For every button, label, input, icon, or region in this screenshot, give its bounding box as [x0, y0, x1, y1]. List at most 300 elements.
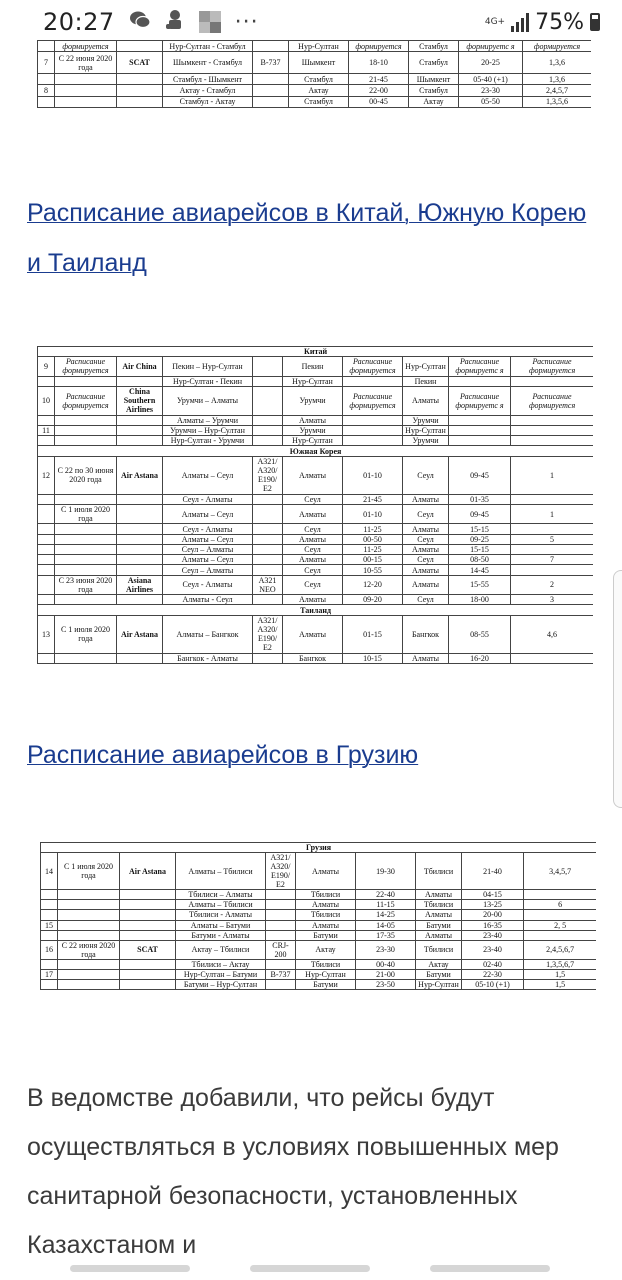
table-cell: 21-00	[356, 969, 416, 979]
table-cell: Расписание формируется	[343, 357, 403, 376]
table-cell: Air China	[117, 357, 163, 376]
table-cell	[38, 544, 55, 554]
table-row	[38, 73, 592, 84]
table-cell	[58, 979, 120, 989]
table-cell: Актау	[409, 96, 459, 107]
table-cell: Алматы	[403, 565, 449, 575]
table-cell: Пекин – Нур-Султан	[163, 357, 253, 376]
georgia-schedule-link[interactable]: Расписание авиарейсов в Грузию	[27, 741, 419, 769]
table-cell	[343, 436, 403, 446]
table-cell: 14-05	[356, 920, 416, 930]
table-cell: Тбилиси	[416, 853, 462, 890]
table-cell: 22-30	[462, 969, 524, 979]
table-cell	[117, 436, 163, 446]
table-row	[38, 52, 592, 74]
table-cell: Air Astana	[120, 853, 176, 890]
scroll-handle[interactable]	[613, 570, 622, 808]
table-cell	[41, 959, 58, 969]
table-cell: формируется	[523, 41, 592, 52]
table-cell: Тбилиси - Алматы	[176, 910, 266, 920]
table-cell	[120, 890, 176, 900]
table-row	[38, 85, 592, 96]
table-cell	[117, 524, 163, 534]
table-cell: Алматы – Сеул	[163, 555, 253, 565]
table-cell: Батуми – Нур-Султан	[176, 979, 266, 989]
table-cell	[253, 73, 289, 84]
signal-icon	[511, 12, 529, 32]
table-cell: Алматы	[283, 415, 343, 425]
nav-bar-left[interactable]	[70, 1265, 190, 1272]
table-cell	[120, 920, 176, 930]
table-cell	[253, 41, 289, 52]
table-cell: 21-45	[343, 494, 403, 504]
table-cell: 18-10	[349, 52, 409, 74]
nav-bar-center[interactable]	[250, 1265, 370, 1272]
table-cell: 16-35	[462, 920, 524, 930]
table-cell: 01-15	[343, 615, 403, 653]
table-cell	[41, 900, 58, 910]
table-cell	[253, 85, 289, 96]
table-cell	[58, 930, 120, 940]
table-cell: С 22 по 30 июня 2020 года	[55, 456, 117, 494]
table-cell: Нур-Султан	[283, 436, 343, 446]
status-time: 20:27	[43, 8, 115, 36]
table-cell: Алматы	[283, 534, 343, 544]
table-cell: 1,5	[524, 969, 597, 979]
table-cell: 23-40	[462, 940, 524, 959]
table-cell: Тбилиси	[296, 910, 356, 920]
table-cell: 2,4,5,7	[523, 85, 592, 96]
table-cell	[511, 376, 594, 386]
table-cell: 1	[511, 456, 594, 494]
table-cell	[253, 386, 283, 415]
table-cell: 2, 5	[524, 920, 597, 930]
table-cell: Нур-Султан	[403, 357, 449, 376]
table-cell: 19-30	[356, 853, 416, 890]
table-section-row	[41, 843, 597, 853]
table-cell	[524, 930, 597, 940]
article-paragraph: В ведомстве добавили, что рейсы будут осуществляться в условиях повышенных мер санитарной безопасности, установленных Казахстаном и	[27, 1084, 559, 1259]
table-cell: Сеул - Алматы	[163, 524, 253, 534]
table-cell: 21-40	[462, 853, 524, 890]
table-cell: 22-00	[349, 85, 409, 96]
table-cell: Нур-Султан - Пекин	[163, 376, 253, 386]
table-cell: 00-40	[356, 959, 416, 969]
table-cell: 16	[41, 940, 58, 959]
battery-percent: 75%	[535, 9, 584, 35]
table-cell	[117, 376, 163, 386]
table-cell: Тбилиси – Актау	[176, 959, 266, 969]
table-row	[38, 456, 594, 494]
table-cell: 20-00	[462, 910, 524, 920]
table-cell: Алматы	[283, 615, 343, 653]
table-cell: С 23 июня 2020 года	[55, 575, 117, 594]
table-cell: формируется	[349, 41, 409, 52]
table-section-row	[38, 605, 594, 615]
table-cell: 21-45	[349, 73, 409, 84]
table-cell: 23-40	[462, 930, 524, 940]
table-cell: Алматы	[403, 524, 449, 534]
table-cell	[55, 73, 117, 84]
table-section-title: Китай	[38, 347, 594, 357]
table-cell: 1,3,6	[523, 52, 592, 74]
table-cell: 02-40	[462, 959, 524, 969]
table-cell: Расписание формируется	[343, 386, 403, 415]
table-row	[41, 853, 597, 890]
table-cell: Урумчи – Алматы	[163, 386, 253, 415]
table-cell: Нур-Султан - Урумчи	[163, 436, 253, 446]
table-cell: 10	[38, 386, 55, 415]
table-cell: 8	[38, 85, 55, 96]
table-cell: Asiana Airlines	[117, 575, 163, 594]
table-cell	[117, 425, 163, 435]
table-cell: Актау - Стамбул	[163, 85, 253, 96]
table-cell: 00-50	[343, 534, 403, 544]
table-cell: Нур-Султан	[289, 41, 349, 52]
table-cell: Сеул – Алматы	[163, 544, 253, 554]
table-cell: Нур-Султан	[296, 969, 356, 979]
table-cell: Алматы	[296, 853, 356, 890]
network-type: 4G+	[484, 16, 506, 27]
table-row	[38, 653, 594, 663]
table-cell: Алматы	[403, 575, 449, 594]
table-cell: Сеул	[283, 494, 343, 504]
table-cell: Стамбул	[289, 96, 349, 107]
table-cell	[120, 900, 176, 910]
table-cell: Урумчи – Нур-Султан	[163, 425, 253, 435]
table-cell: Сеул	[283, 575, 343, 594]
table-cell	[117, 41, 163, 52]
table-cell	[38, 376, 55, 386]
table-cell	[253, 544, 283, 554]
table-cell: 15-15	[449, 524, 511, 534]
table-cell	[41, 890, 58, 900]
table-cell: С 1 июля 2020 года	[58, 853, 120, 890]
table-cell: 08-55	[449, 615, 511, 653]
table-cell	[266, 890, 296, 900]
table-cell: 05-10 (+1)	[462, 979, 524, 989]
table-cell: 09-45	[449, 504, 511, 523]
table-cell: Алматы	[283, 504, 343, 523]
table-cell: 14-25	[356, 910, 416, 920]
table-cell: формируется	[55, 41, 117, 52]
table-cell	[58, 900, 120, 910]
table-cell: Сеул	[283, 544, 343, 554]
table-cell: Air Astana	[117, 615, 163, 653]
table-cell	[253, 415, 283, 425]
table-cell: 13	[38, 615, 55, 653]
table-cell	[253, 96, 289, 107]
table-cell	[38, 41, 55, 52]
table-cell: Батуми	[416, 969, 462, 979]
table-cell: С 1 июля 2020 года	[55, 504, 117, 523]
table-cell: 22-40	[356, 890, 416, 900]
table-cell: Шымкент	[289, 52, 349, 74]
table-cell	[120, 969, 176, 979]
table-cell: 3,4,5,7	[524, 853, 597, 890]
table-cell: Нур-Султан	[416, 979, 462, 989]
table-cell	[38, 653, 55, 663]
table-cell	[524, 890, 597, 900]
table-cell: B-737	[266, 969, 296, 979]
table-cell: 7	[38, 52, 55, 74]
table-cell	[511, 436, 594, 446]
table-cell	[58, 910, 120, 920]
table-row	[41, 900, 597, 910]
table-cell	[117, 504, 163, 523]
table-cell: Алматы	[403, 653, 449, 663]
table-section-row	[38, 347, 594, 357]
table-cell	[117, 565, 163, 575]
table-cell: Алматы	[403, 544, 449, 554]
table-row	[41, 940, 597, 959]
table-cell: Расписание формируетс я	[449, 386, 511, 415]
table-cell	[511, 524, 594, 534]
table-section-title: Южная Корея	[38, 446, 594, 456]
table-cell: Сеул	[403, 534, 449, 544]
table-cell	[55, 534, 117, 544]
table-cell	[41, 910, 58, 920]
table-cell: Алматы	[283, 456, 343, 494]
table-cell: 05-50	[459, 96, 523, 107]
table-cell	[38, 504, 55, 523]
table-cell: SCAT	[120, 940, 176, 959]
table-cell: 13-25	[462, 900, 524, 910]
table-cell: С 1 июля 2020 года	[55, 615, 117, 653]
table-cell	[511, 494, 594, 504]
table-cell: Стамбул - Шымкент	[163, 73, 253, 84]
table-cell	[55, 595, 117, 605]
table-cell	[117, 73, 163, 84]
table-cell: Сеул	[403, 595, 449, 605]
table-cell: Сеул	[403, 504, 449, 523]
android-icon	[165, 9, 185, 36]
table-cell: Расписание формируется	[511, 357, 594, 376]
table-section-title: Грузия	[41, 843, 597, 853]
table-cell	[266, 979, 296, 989]
table-cell: 2	[511, 575, 594, 594]
table-cell: Сеул	[283, 524, 343, 534]
table-cell: Сеул - Алматы	[163, 575, 253, 594]
table-cell: Урумчи	[403, 436, 449, 446]
table-cell	[266, 959, 296, 969]
table-cell	[117, 534, 163, 544]
table-cell	[253, 504, 283, 523]
status-bar	[0, 0, 622, 44]
table-cell: Сеул - Алматы	[163, 494, 253, 504]
table-row	[38, 555, 594, 565]
table-cell	[55, 565, 117, 575]
table-cell: Сеул	[403, 456, 449, 494]
table-cell	[253, 436, 283, 446]
table-cell	[120, 930, 176, 940]
table-row	[38, 96, 592, 107]
table-cell: Алматы	[296, 920, 356, 930]
table-cell: 09-25	[449, 534, 511, 544]
table-cell: Сеул	[403, 555, 449, 565]
table-cell	[55, 544, 117, 554]
table-cell: 14	[41, 853, 58, 890]
table-cell	[38, 73, 55, 84]
more-dots-icon: ···	[234, 9, 259, 35]
table-cell	[343, 376, 403, 386]
table-cell: 18-00	[449, 595, 511, 605]
table-cell: 4,6	[511, 615, 594, 653]
table-cell	[120, 979, 176, 989]
table-cell: Расписание формируетс я	[449, 357, 511, 376]
table-cell: Алматы	[416, 890, 462, 900]
table-cell: 20-25	[459, 52, 523, 74]
table-cell: Батуми	[296, 930, 356, 940]
table-row	[38, 386, 594, 415]
table-cell: Алматы – Тбилиси	[176, 853, 266, 890]
table-cell	[117, 85, 163, 96]
table-row	[38, 415, 594, 425]
table-cell	[55, 436, 117, 446]
table-cell: Батуми	[416, 920, 462, 930]
table-cell: Алматы – Урумчи	[163, 415, 253, 425]
table-cell	[253, 376, 283, 386]
table-row	[41, 930, 597, 940]
table-cell: 12-20	[343, 575, 403, 594]
table-cell: 04-15	[462, 890, 524, 900]
nav-bar-right[interactable]	[430, 1265, 550, 1272]
table-cell	[38, 524, 55, 534]
table-row	[38, 436, 594, 446]
table-cell	[266, 930, 296, 940]
table-cell	[117, 653, 163, 663]
table-cell: Батуми - Алматы	[176, 930, 266, 940]
table-cell: формируетс я	[459, 41, 523, 52]
table-cell: Тбилиси	[416, 900, 462, 910]
table-cell	[449, 436, 511, 446]
table-section-title: Таиланд	[38, 605, 594, 615]
table-cell: Стамбул - Актау	[163, 96, 253, 107]
table-cell	[117, 96, 163, 107]
table-cell	[117, 555, 163, 565]
table-cell: Шымкент	[409, 73, 459, 84]
table-cell: Алматы	[416, 930, 462, 940]
table-cell: Алматы – Бангкок	[163, 615, 253, 653]
table-cell: 11-25	[343, 544, 403, 554]
table-cell: Урумчи	[283, 386, 343, 415]
table-row	[38, 376, 594, 386]
table-cell	[55, 85, 117, 96]
table-cell: A321 NEO	[253, 575, 283, 594]
table-cell	[253, 653, 283, 663]
table-cell: SCAT	[117, 52, 163, 74]
table-cell: Бангкок - Алматы	[163, 653, 253, 663]
table-cell	[55, 524, 117, 534]
table-row	[41, 920, 597, 930]
table-cell: 01-10	[343, 456, 403, 494]
table-row	[38, 595, 594, 605]
table-cell: Пекин	[403, 376, 449, 386]
table-cell: 1,3,6	[523, 73, 592, 84]
table-cell: Стамбул	[409, 52, 459, 74]
table-cell: Сеул – Алматы	[163, 565, 253, 575]
table-cell	[343, 415, 403, 425]
table-cell	[58, 959, 120, 969]
table-cell: Алматы – Тбилиси	[176, 900, 266, 910]
table-cell: Расписание формируется	[511, 386, 594, 415]
china-korea-thailand-schedule-link[interactable]: Расписание авиарейсов в Китай, Южную Корею и Таиланд	[27, 199, 587, 277]
table-cell	[343, 425, 403, 435]
table-cell: 09-45	[449, 456, 511, 494]
table-row	[38, 534, 594, 544]
table-cell	[266, 920, 296, 930]
table-cell: Урумчи	[403, 415, 449, 425]
table-cell: 11-25	[343, 524, 403, 534]
table-row	[38, 524, 594, 534]
table-cell: 08-50	[449, 555, 511, 565]
table-cell	[38, 534, 55, 544]
table-cell: Урумчи	[283, 425, 343, 435]
table-cell: 1,3,5,6,7	[524, 959, 597, 969]
table-cell	[253, 524, 283, 534]
table-cell	[253, 595, 283, 605]
table-cell: A321/ A320/ E190/ E2	[266, 853, 296, 890]
table-cell	[266, 910, 296, 920]
table-row	[38, 615, 594, 653]
table-cell	[511, 415, 594, 425]
table-cell: 00-45	[349, 96, 409, 107]
table-cell	[55, 415, 117, 425]
table-row	[38, 425, 594, 435]
table-cell	[58, 890, 120, 900]
table-cell	[120, 910, 176, 920]
battery-icon	[590, 13, 600, 31]
table-row	[38, 357, 594, 376]
table-cell: 15-15	[449, 544, 511, 554]
table-cell: Air Astana	[117, 456, 163, 494]
table-cell	[38, 494, 55, 504]
table-cell: Алматы – Сеул	[163, 456, 253, 494]
table-cell	[58, 969, 120, 979]
table-cell	[38, 575, 55, 594]
table-cell: Алматы - Сеул	[163, 595, 253, 605]
table-cell: Расписание формируется	[55, 386, 117, 415]
table-row	[41, 979, 597, 989]
table-cell: Бангкок	[403, 615, 449, 653]
table-cell	[266, 900, 296, 910]
table-cell	[511, 565, 594, 575]
table-cell: 1	[511, 504, 594, 523]
table-cell: Стамбул	[289, 73, 349, 84]
table-cell: 09-20	[343, 595, 403, 605]
table-cell	[55, 376, 117, 386]
table-cell: Шымкент - Стамбул	[163, 52, 253, 74]
table-cell: Стамбул	[409, 85, 459, 96]
table-row	[38, 494, 594, 504]
table-cell: 14-45	[449, 565, 511, 575]
table-cell: Бангкок	[283, 653, 343, 663]
table-cell: Тбилиси – Алматы	[176, 890, 266, 900]
table-cell	[38, 595, 55, 605]
table-row	[41, 969, 597, 979]
table-cell	[511, 425, 594, 435]
table-row	[38, 565, 594, 575]
schedule-table-china-korea-thailand	[37, 346, 593, 664]
table-cell	[55, 425, 117, 435]
table-cell	[253, 555, 283, 565]
table-cell: Нур-Султан – Батуми	[176, 969, 266, 979]
table-cell: С 22 июня 2020 года	[58, 940, 120, 959]
table-cell: A321/ A320/ E190/ E2	[253, 456, 283, 494]
table-cell	[253, 534, 283, 544]
table-cell: 05-40 (+1)	[459, 73, 523, 84]
table-cell: Актау	[289, 85, 349, 96]
